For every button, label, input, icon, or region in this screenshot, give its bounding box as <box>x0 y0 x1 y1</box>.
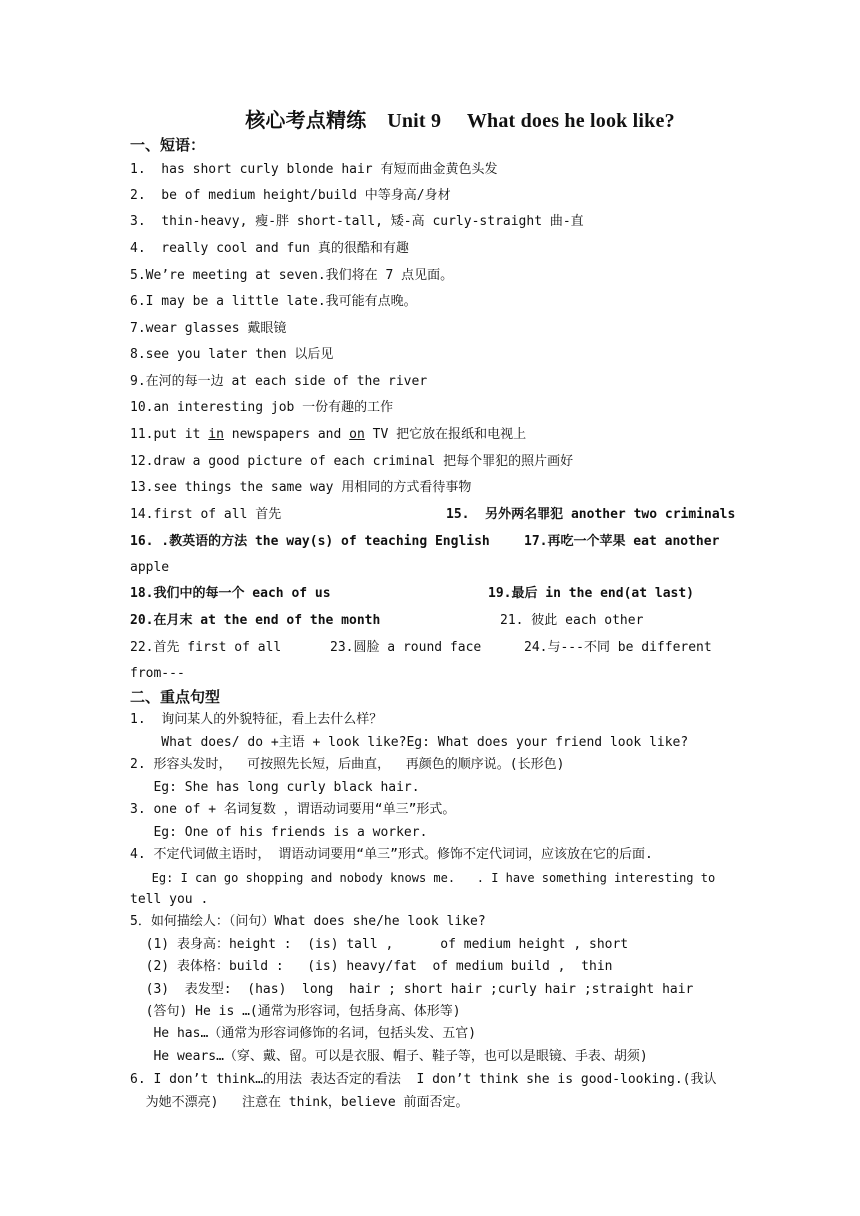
phrase-2: 2. be of medium height/build 中等身高/身材 <box>130 188 451 203</box>
phrase-1: 1. has short curly blonde hair 有短而曲金黄色头发 <box>130 162 498 177</box>
sentence-5-build: (2) 表体格：build : (is) heavy/fat of medium build , thin <box>130 959 613 974</box>
phrase-20: 20.在月末 at the end of the month <box>130 613 381 628</box>
phrases-heading: 一、短语： <box>130 136 206 154</box>
sentence-5-title: 5．如何描绘人：（问句）What does she/he look like? <box>130 914 486 929</box>
phrase-21: 21. 彼此 each other <box>500 613 644 628</box>
phrase-3: 3. thin-heavy, 瘦-胖 short-tall, 矮-高 curly-straight 曲-直 <box>130 214 584 229</box>
sentence-6-cont: 为她不漂亮) 注意在 think，believe 前面否定。 <box>130 1095 469 1110</box>
phrase-17-cont: apple <box>130 560 170 575</box>
sentences-heading: 二、重点句型 <box>130 688 221 706</box>
phrase-14: 14.first of all 首先 <box>130 507 282 522</box>
sentence-5-answer: (答句) He is …(通常为形容词，包括身高、体形等) <box>130 1004 461 1019</box>
sentence-2-title: 2. 形容头发时， 可按照先长短，后曲直， 再颜色的顺序说。(长形色) <box>130 757 565 772</box>
phrase-10: 10.an interesting job 一份有趣的工作 <box>130 400 394 415</box>
phrase-5: 5.We’re meeting at seven.我们将在 7 点见面。 <box>130 268 454 283</box>
sentence-5-hair: (3) 表发型: (has) long hair ; short hair ;curly hair ;straight hair <box>130 982 694 997</box>
sentence-4-example: Eg: I can go shopping and nobody knows me. . I have something interesting to <box>130 871 716 885</box>
phrase-11-underlined-in: in <box>208 427 224 442</box>
sentence-4-title: 4. 不定代词做主语时， 谓语动词要用“单三”形式。修饰不定代词词，应该放在它的后面. <box>130 847 653 862</box>
phrase-24-cont: from--- <box>130 666 185 681</box>
phrase-11 <box>130 426 526 444</box>
phrase-11-part: 11.put it <box>130 427 209 442</box>
sentence-6-title: 6. I don’t think…的用法 表达否定的看法 I don’t think she is good-looking.(我认 <box>130 1072 717 1087</box>
phrase-6: 6.I may be a little late.我可能有点晚。 <box>130 294 417 309</box>
sentence-4-example-cont: tell you . <box>130 892 209 907</box>
phrase-12: 12.draw a good picture of each criminal 把每个罪犯的照片画好 <box>130 454 574 469</box>
sentence-1-example: What does/ do +主语 + look like?Eg: What does your friend look like? <box>130 735 689 750</box>
sentence-5-wears: He wears…（穿、戴、留。可以是衣服、帽子、鞋子等，也可以是眼镜、手表、胡须) <box>130 1049 648 1064</box>
phrase-23: 23.圆脸 a round face <box>330 640 482 655</box>
page-title: 核心考点精练 Unit 9 What does he look like? <box>245 110 675 132</box>
phrase-16 <box>130 533 490 551</box>
sentence-5-height: (1) 表身高：height : (is) tall , of medium height , short <box>130 937 629 952</box>
phrase-11-underlined-on: on <box>349 427 365 442</box>
phrase-16-text: 16. .教英语的方法 the way(s) of teaching English <box>130 534 490 549</box>
phrase-13: 13.see things the same way 用相同的方式看待事物 <box>130 480 472 495</box>
phrase-18: 18.我们中的每一个 each of us <box>130 586 331 601</box>
phrase-8: 8.see you later then 以后见 <box>130 347 334 362</box>
phrase-9: 9.在河的每一边 at each side of the river <box>130 374 428 389</box>
sentence-2-example: Eg: She has long curly black hair. <box>130 780 420 795</box>
sentence-3-title: 3. one of + 名词复数 ，谓语动词要用“单三”形式。 <box>130 802 456 817</box>
sentence-3-example: Eg: One of his friends is a worker. <box>130 825 428 840</box>
phrase-11-part: TV 把它放在报纸和电视上 <box>364 427 527 442</box>
phrase-7: 7.wear glasses 戴眼镜 <box>130 321 287 336</box>
phrase-4: 4. really cool and fun 真的很酷和有趣 <box>130 241 409 256</box>
phrase-15: 15. 另外两名罪犯 another two criminals <box>446 507 736 522</box>
sentence-5-has: He has…（通常为形容词修饰的名词，包括头发、五官) <box>130 1026 477 1041</box>
phrase-19: 19.最后 in the end(at last) <box>488 586 695 601</box>
phrase-22: 22.首先 first of all <box>130 640 282 655</box>
sentence-1-title: 1. 询问某人的外貌特征，看上去什么样？ <box>130 712 383 727</box>
phrase-17: 17.再吃一个苹果 eat another <box>524 534 720 549</box>
phrase-11-part: newspapers and <box>223 427 350 442</box>
phrase-24: 24.与---不同 be different <box>524 640 712 655</box>
